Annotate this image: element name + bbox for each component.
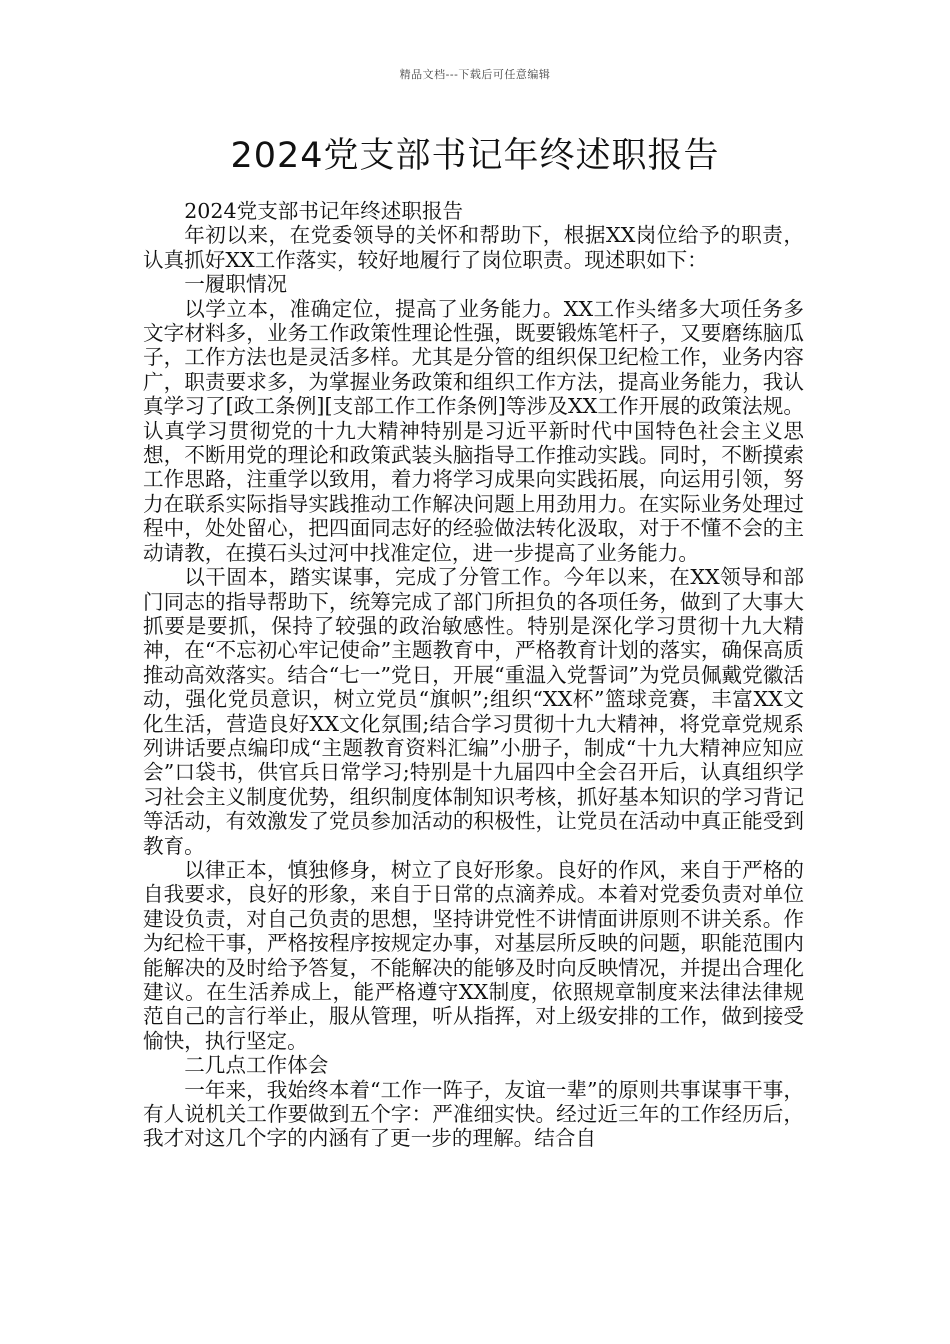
document-body	[143, 199, 804, 1151]
section-heading-2: 二几点工作体会	[184, 1053, 329, 1078]
body-paragraph-intro: 年初以来，在党委领导的关怀和帮助下，根据XX岗位给予的职责，认真抓好XX工作落实，较好地履行了岗位职责。现述职如下：	[143, 223, 804, 272]
body-paragraph-subtitle: 2024党支部书记年终述职报告	[184, 199, 464, 223]
header-note: 精品文档---下载后可任意编辑	[399, 68, 551, 81]
body-paragraph: 以学立本，准确定位，提高了业务能力。XX工作头绪多大项任务多文字材料多，业务工作政策性理论性强，既要锻炼笔杆子，又要磨练脑瓜子，工作方法也是灵活多样。尤其是分管的组织保卫纪检工作，业务内容广，职责要求多，为掌握业务政策和组织工作方法，提高业务能力，我认真学习了[政工条例][支部工作工作条例]等涉及XX工作开展的政策法规。认真学习贯彻党的十九大精神特别是习近平新时代中国特色社会主义思想，不断用党的理论和政策武装头脑指导工作推动实践。同时，不断摸索工作思路，注重学以致用，着力将学习成果向实践拓展，向运用引领，努力在联系实际指导实践推动工作解决问题上用劲用力。在实际业务处理过程中，处处留心，把四面同志好的经验做法转化汲取，对于不懂不会的主动请教，在摸石头过河中找准定位，进一步提高了业务能力。	[143, 296, 804, 565]
document-title: 2024党支部书记年终述职报告	[230, 136, 720, 176]
body-paragraph: 以干固本，踏实谋事，完成了分管工作。今年以来，在XX领导和部门同志的指导帮助下，统筹完成了部门所担负的各项任务，做到了大事大抓要是要抓，保持了较强的政治敏感性。特别是深化学习贯彻十九大精神，在“不忘初心牢记使命”主题教育中，严格教育计划的落实，确保高质推动高效落实。结合“七一”党日，开展“重温入党誓词”为党员佩戴党徽活动，强化党员意识，树立党员“旗帜”;组织“XX杯”篮球竞赛，丰富XX文化生活，营造良好XX文化氛围;结合学习贯彻十九大精神，将党章党规系列讲话要点编印成“主题教育资料汇编”小册子，制成“十九大精神应知应会”口袋书，供官兵日常学习;特别是十九届四中全会召开后，认真组织学习社会主义制度优势，组织制度体制知识考核，抓好基本知识的学习背记等活动，有效激发了党员参加活动的积极性，让党员在活动中真正能受到教育。	[143, 565, 804, 858]
section-heading-1: 一履职情况	[184, 272, 288, 297]
body-paragraph: 以律正本，慎独修身，树立了良好形象。良好的作风，来自于严格的自我要求，良好的形象，来自于日常的点滴养成。本着对党委负责对单位建设负责，对自己负责的思想，坚持讲党性不讲情面讲原则不讲关系。作为纪检干事，严格按程序按规定办事，对基层所反映的问题，职能范围内能解决的及时给予答复，不能解决的能够及时向反映情况，并提出合理化建议。在生活养成上，能严格遵守XX制度，依照规章制度来法律法律规范自己的言行举止，服从管理，听从指挥，对上级安排的工作，做到接受愉快，执行坚定。	[143, 857, 804, 1053]
body-paragraph: 一年来，我始终本着“工作一阵子，友谊一辈”的原则共事谋事干事，有人说机关工作要做到五个字：严准细实快。经过近三年的工作经历后，我才对这几个字的内涵有了更一步的理解。结合自	[143, 1077, 804, 1151]
